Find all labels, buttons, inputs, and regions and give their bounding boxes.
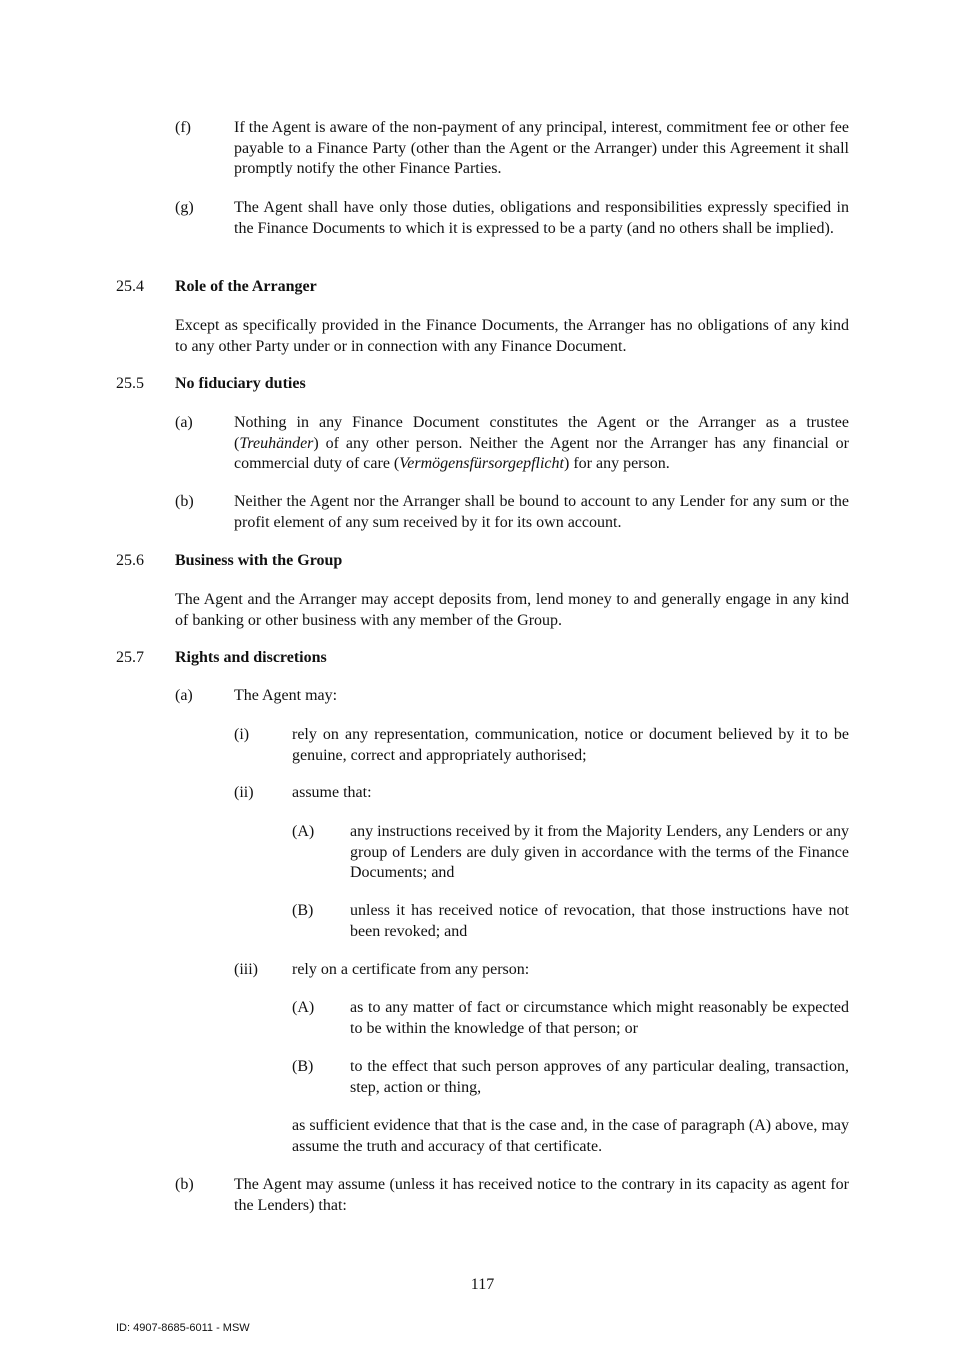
clause-label: (a) (175, 414, 193, 431)
subclause-label: (i) (234, 726, 250, 743)
page-number: 117 (470, 1276, 495, 1293)
section-number: 25.6 (116, 552, 144, 569)
paragraph-text: as to any matter of fact or circumstance which might reasonably be expected to be within the knowledge of that person; or (350, 999, 849, 1037)
continuation-text: as sufficient evidence that that is the case and, in the case of paragraph (A) above, may assume the truth and accuracy of that certificate. (292, 1117, 849, 1155)
subclause-text: rely on a certificate from any person: (292, 961, 530, 978)
subclause-label: (ii) (234, 784, 254, 801)
section-body: The Agent and the Arranger may accept deposits from, lend money to and generally engage in any kind of banking or other business with any member of the Group. (175, 591, 849, 629)
section-heading: No fiduciary duties (175, 375, 306, 392)
clause-text: Neither the Agent nor the Arranger shall be bound to account to any Lender for any sum or the profit element of any sum received by it for its own account. (234, 493, 849, 531)
clause-g-text: The Agent shall have only those duties, obligations and responsibilities expressly specified in the Finance Documents to which it is expressed to be a party (and no others shall be implied). (234, 199, 849, 237)
clause-label: (g) (175, 199, 194, 216)
paragraph-text: to the effect that such person approves of any particular dealing, transaction, step, action or thing, (350, 1058, 849, 1096)
section-number: 25.7 (116, 649, 144, 666)
paragraph-text: any instructions received by it from the Majority Lenders, any Lenders or any group of Lenders are duly given in accordance with the terms of the Finance Documents; and (350, 823, 849, 881)
clause-label: (b) (175, 493, 194, 510)
section-body: Except as specifically provided in the Finance Documents, the Arranger has no obligations of any kind to any other Party under or in connection with any Finance Document. (175, 317, 849, 355)
clause-f-text: If the Agent is aware of the non-payment of any principal, interest, commitment fee or other fee payable to a Finance Party (other than the Agent or the Arranger) under this Agreement it shall promptly notify the other Finance Parties. (234, 119, 849, 177)
clause-label: (b) (175, 1176, 194, 1193)
paragraph-label: (A) (292, 999, 315, 1016)
subclause-label: (iii) (234, 961, 258, 978)
subclause-text: rely on any representation, communication, notice or document believed by it to be genuine, correct and appropriately authorised; (292, 726, 849, 764)
clause-text: Nothing in any Finance Document constitutes the Agent or the Arranger as a trustee (Treuhänder) of any other person. Neither the Agent nor the Arranger has any financial or commercial duty of care (Vermögensfürsorgepflicht) for any person. (234, 414, 849, 472)
paragraph-label: (B) (292, 1058, 314, 1075)
paragraph-text: unless it has received notice of revocation, that those instructions have not been revoked; and (350, 902, 849, 940)
clause-text: The Agent may assume (unless it has received notice to the contrary in its capacity as agent for the Lenders) that: (234, 1176, 849, 1214)
paragraph-label: (B) (292, 902, 314, 919)
paragraph-label: (A) (292, 823, 315, 840)
subclause-text: assume that: (292, 784, 372, 801)
german-term: Vermögensfürsorgepflicht (399, 455, 564, 472)
section-heading: Role of the Arranger (175, 278, 317, 295)
section-number: 25.4 (116, 278, 144, 295)
clause-label: (f) (175, 119, 191, 136)
document-id: ID: 4907-8685-6011 - MSW (116, 1322, 250, 1334)
section-heading: Business with the Group (175, 552, 343, 569)
clause-text: The Agent may: (234, 687, 338, 704)
german-term: Treuhänder (239, 434, 314, 452)
section-heading: Rights and discretions (175, 649, 327, 666)
section-number: 25.5 (116, 375, 144, 392)
clause-label: (a) (175, 687, 193, 704)
